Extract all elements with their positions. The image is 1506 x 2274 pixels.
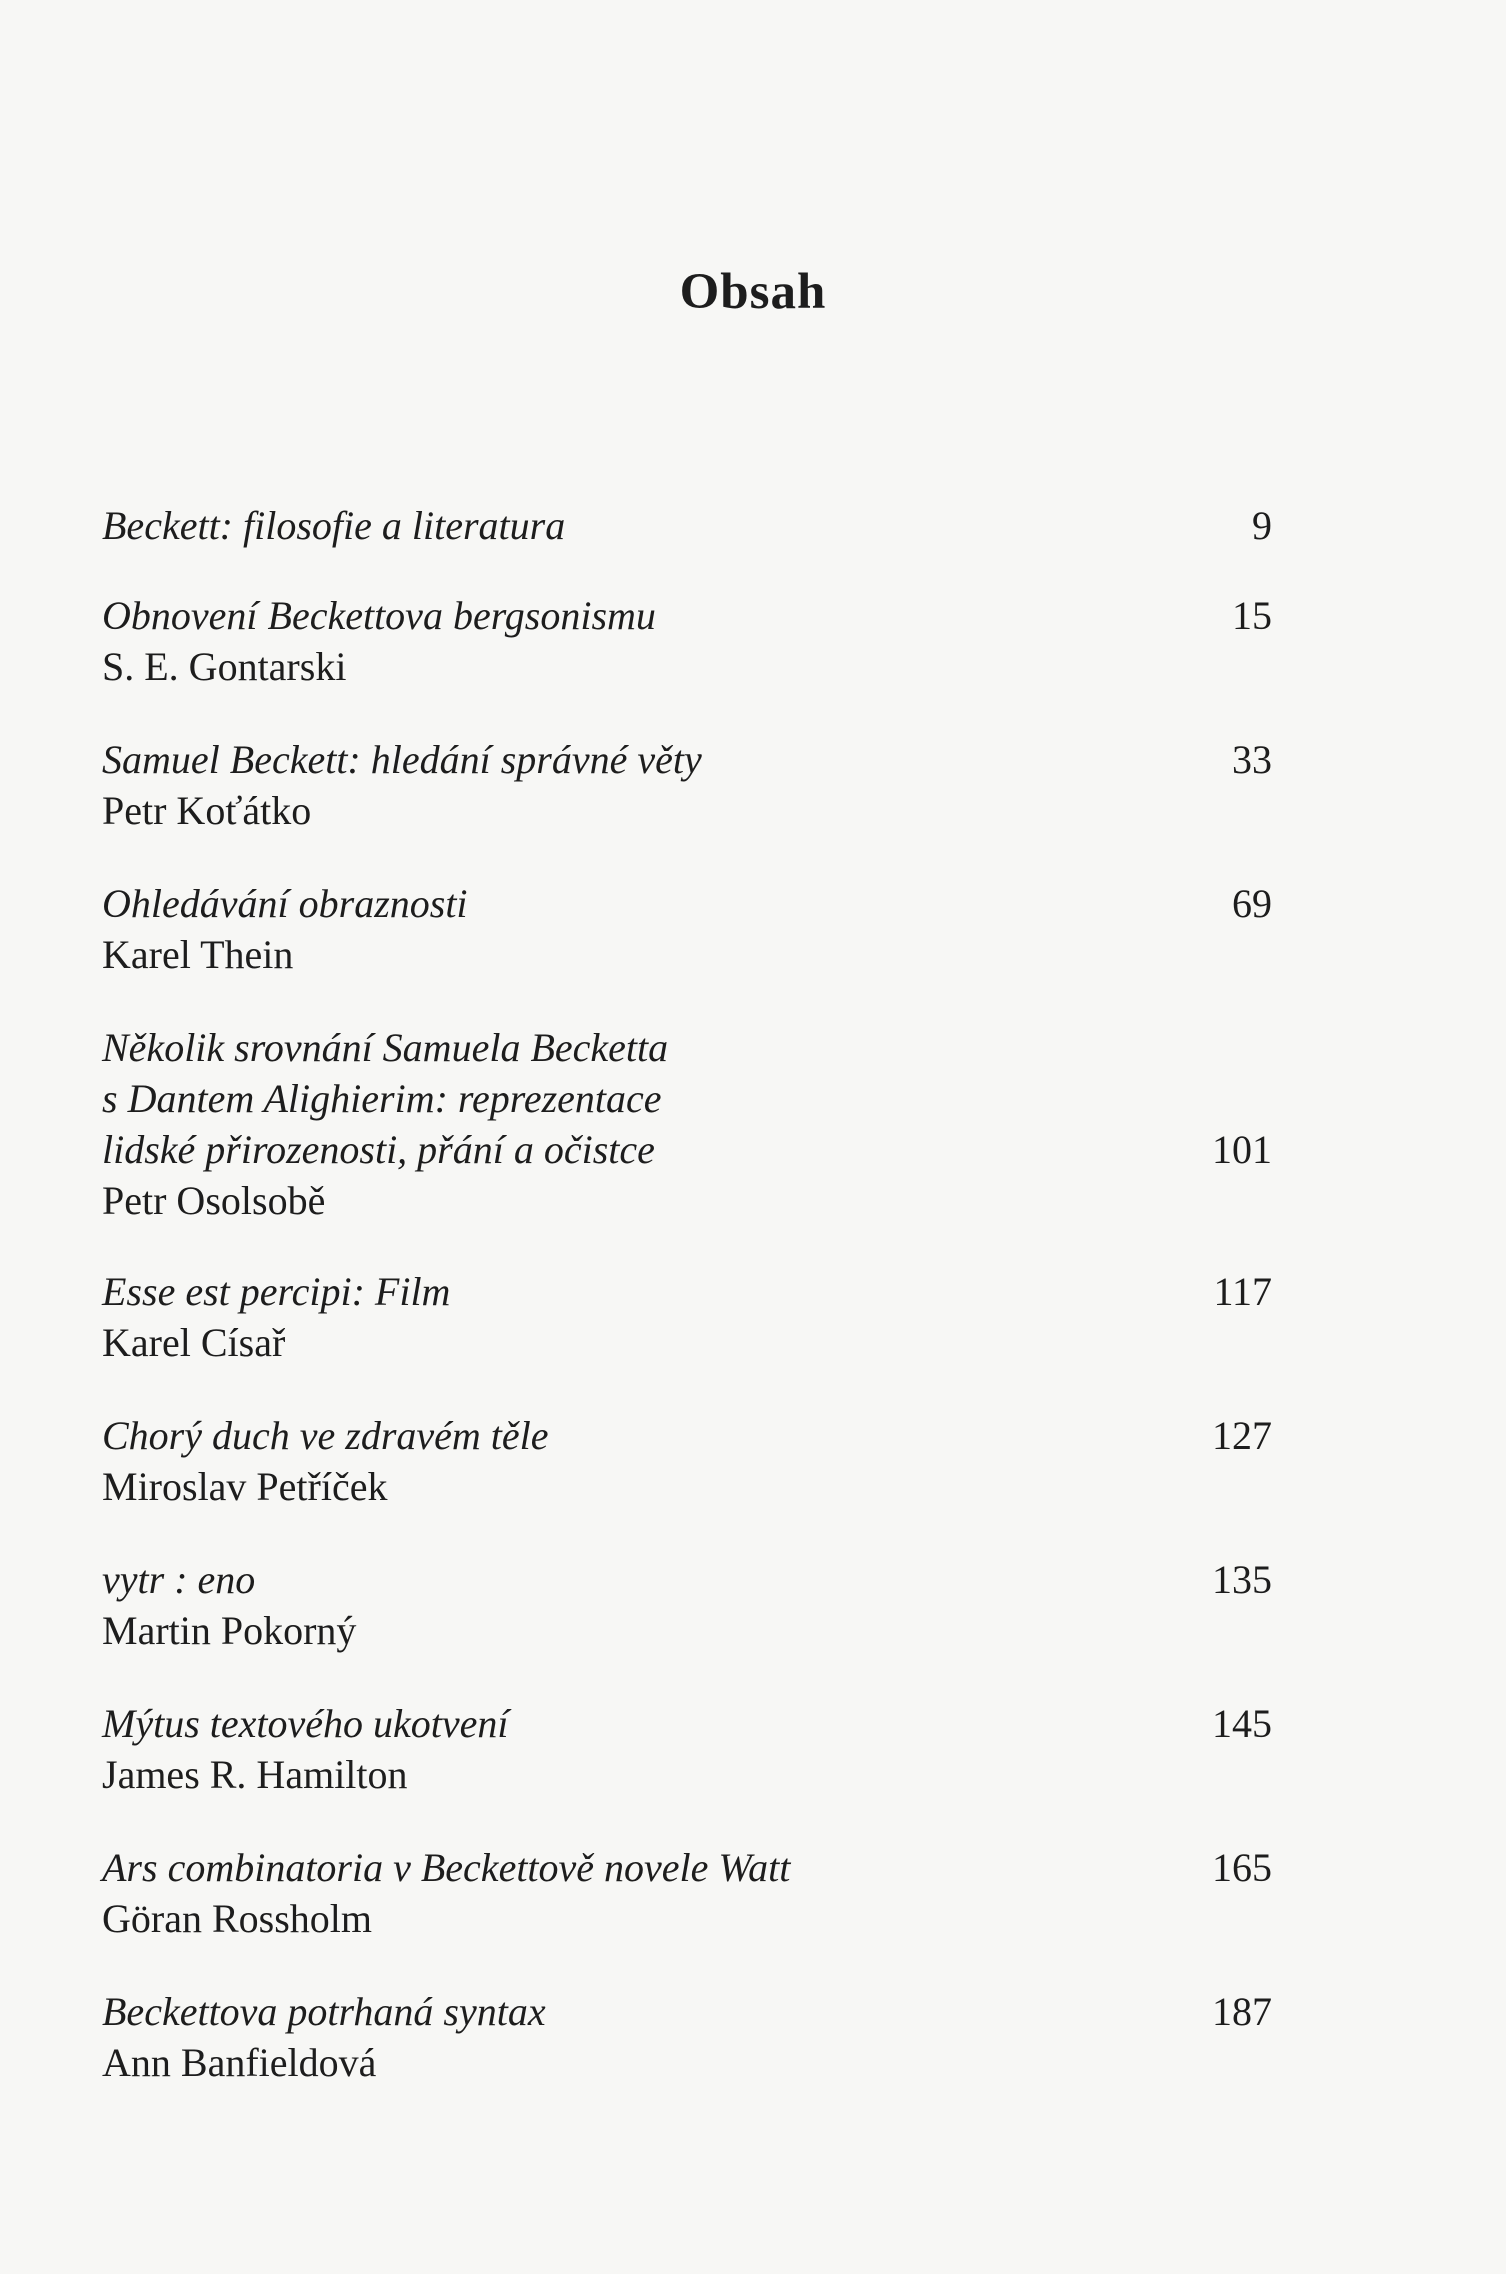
toc-entry-page-number: 165 [1212, 1845, 1272, 1890]
toc-entry-page-number: 135 [1212, 1557, 1272, 1602]
toc-entry-title-block [102, 878, 1272, 929]
toc-entry [102, 1986, 1272, 2088]
toc-entry-page-number: 127 [1212, 1413, 1272, 1458]
toc-entry-title: lidské přirozenosti, přání a očistce [102, 1127, 655, 1172]
toc-entry-title-block [102, 1410, 1272, 1461]
toc-entry-title-block [102, 1266, 1272, 1317]
toc-entry-title-block [102, 1986, 1272, 2037]
toc-entry-title: Ohledávání obraznosti [102, 881, 468, 926]
toc-entry-title: s Dantem Alighierim: reprezentace [102, 1076, 662, 1121]
toc-entry-title: Beckett: filosofie a literatura [102, 503, 566, 548]
toc-entry-title: Obnovení Beckettova bergsonismu [102, 593, 656, 638]
toc-entry-title: Esse est percipi: Film [102, 1269, 451, 1314]
toc-entry [102, 1554, 1272, 1656]
toc-entry-title-block [102, 590, 1272, 641]
toc-entry-title: Beckettova potrhaná syntax [102, 1989, 546, 2034]
toc-entry [102, 1410, 1272, 1512]
toc-entry-page-number: 69 [1232, 881, 1272, 926]
toc-entry-author: Petr Osolsobě [102, 1178, 326, 1223]
toc-entry-title-block [102, 1842, 1272, 1893]
toc-entry-title-block [102, 1698, 1272, 1749]
toc-entry-author: Karel Císař [102, 1320, 286, 1365]
toc-entry [102, 500, 1272, 551]
toc-entry [102, 590, 1272, 692]
toc-entry-page-number: 187 [1212, 1989, 1272, 2034]
toc-entry-title: Ars combinatoria v Beckettově novele Watt [102, 1845, 791, 1890]
toc-entry-author: Göran Rossholm [102, 1896, 372, 1941]
toc-entry-author: Miroslav Petříček [102, 1464, 388, 1509]
toc-entry-title-block [102, 734, 1272, 785]
toc-entry [102, 1266, 1272, 1368]
toc-entry-page-number: 117 [1213, 1269, 1272, 1314]
toc-entry-author: Martin Pokorný [102, 1608, 357, 1653]
toc-entry [102, 1022, 1272, 1226]
toc-entry-title-block [102, 1022, 1272, 1175]
toc-entry-title-block [102, 500, 1272, 551]
toc-entry [102, 1698, 1272, 1800]
toc-entry-page-number: 145 [1212, 1701, 1272, 1746]
toc-entry-author: S. E. Gontarski [102, 644, 347, 689]
toc-entry-author: Ann Banfieldová [102, 2040, 377, 2085]
toc-entry-title: Několik srovnání Samuela Becketta [102, 1025, 669, 1070]
toc-entry-page-number: 33 [1232, 737, 1272, 782]
toc-entry-title: Mýtus textového ukotvení [102, 1701, 509, 1746]
toc-entry-title-block [102, 1554, 1272, 1605]
toc-entry-author: Petr Koťátko [102, 788, 312, 833]
toc-entry-title: Chorý duch ve zdravém těle [102, 1413, 549, 1458]
toc-entry-title: Samuel Beckett: hledání správné věty [102, 737, 702, 782]
page-title: Obsah [679, 264, 827, 320]
toc-entry-page-number: 101 [1212, 1127, 1272, 1172]
toc-entry [102, 734, 1272, 836]
toc-entry [102, 1842, 1272, 1944]
toc-entry-page-number: 9 [1252, 503, 1272, 548]
toc-entry-author: Karel Thein [102, 932, 294, 977]
toc-entry-author: James R. Hamilton [102, 1752, 408, 1797]
toc-entry-title: vytr : eno [102, 1557, 256, 1602]
toc-entry [102, 878, 1272, 980]
toc-entry-page-number: 15 [1232, 593, 1272, 638]
